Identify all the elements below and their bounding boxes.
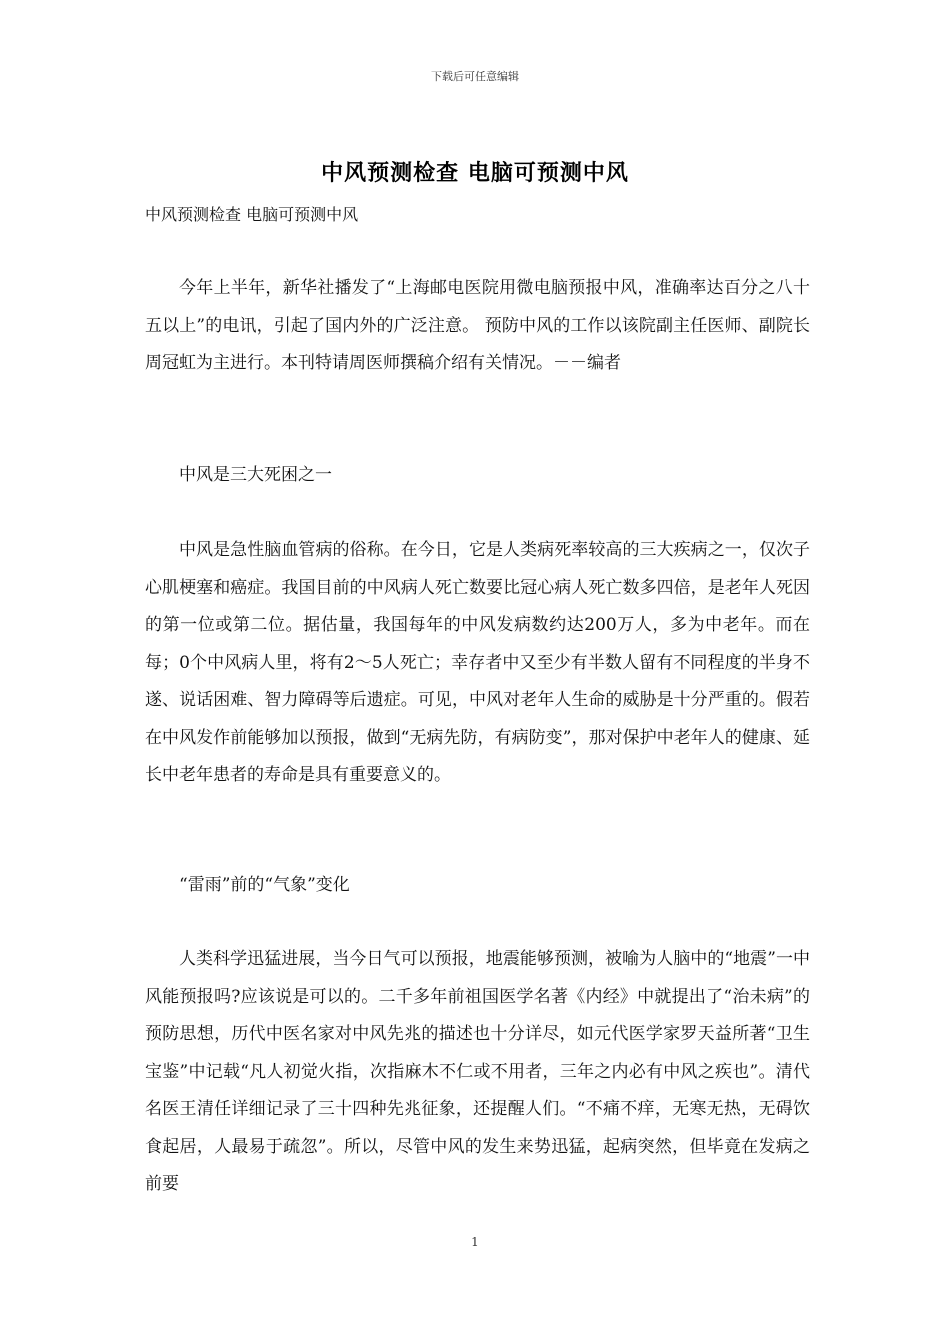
download-note: 下载后可任意编辑 [431, 70, 519, 83]
stroke-prediction-paragraph: 人类科学迅猛进展，当今日气可以预报，地震能够预测，被喻为人脑中的“地震”一中风能预报吗?应该说是可以的。二千多年前祖国医学名著《内经》中就提出了“治未病”的预防思想，历代中医名家对中风先兆的描述也十分详尽，如元代医学家罗天益所著“卫生宝鉴”中记载“凡人初觉火指，次指麻木不仁或不用者，三年之内必有中风之疾也”。清代名医王清任详细记录了三十四种先兆征象，还提醒人们。“不痛不痒，无寒无热，无碍饮食起居，人最易于疏忽”。所以，尽管中风的发生来势迅猛，起病突然，但毕竟在发病之前要 [145, 949, 810, 1194]
document-title: 中风预测检查 电脑可预测中风 [321, 160, 629, 186]
editor-note-paragraph: 今年上半年，新华社播发了“上海邮电医院用微电脑预报中风，准确率达百分之八十五以上”的电讯，引起了国内外的广泛注意。 预防中风的工作以该院副主任医师、副院长周冠虹为主进行。本刊特请周医师撰稿介绍有关情况。－－编者 [145, 278, 810, 373]
section-heading-warning-signs: “雷雨”前的“气象”变化 [179, 875, 350, 895]
stroke-overview-paragraph: 中风是急性脑血管病的俗称。在今日，它是人类病死率较高的三大疾病之一，仅次子心肌梗塞和癌症。我国目前的中风病人死亡数要比冠心病人死亡数多四倍，是老年人死因的第一位或第二位。据估量，我国每年的中风发病数约达200万人，多为中老年。而在每；0个中风病人里，将有2～5人死亡；幸存者中又至少有半数人留有不同程度的半身不遂、说话困难、智力障碍等后遗症。可见，中风对老年人生命的威胁是十分严重的。假若在中风发作前能够加以预报，做到“无病先防，有病防变”，那对保护中老年人的健康、延长中老年患者的寿命是具有重要意义的。 [145, 540, 810, 785]
section-heading-stroke-deaths: 中风是三大死困之一 [179, 465, 332, 485]
page-number: 1 [471, 1235, 479, 1249]
document-subtitle: 中风预测检查 电脑可预测中风 [145, 205, 359, 224]
